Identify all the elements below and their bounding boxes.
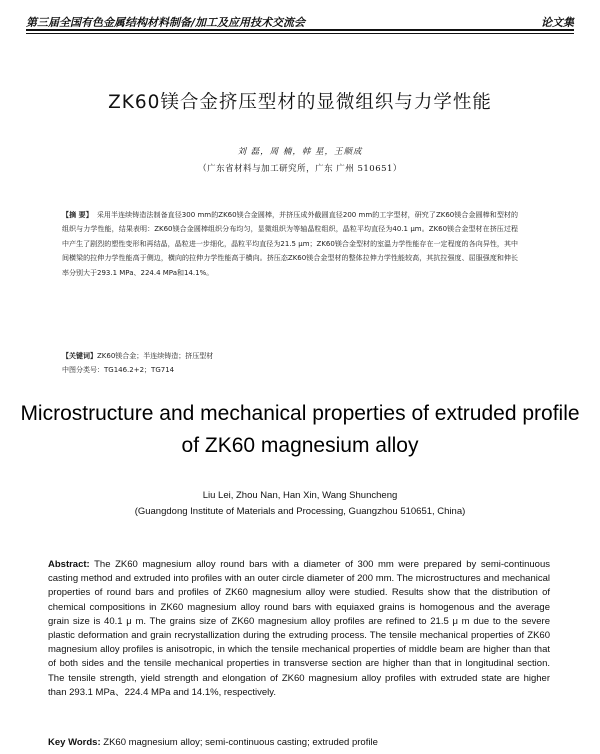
classification-number [62, 363, 518, 377]
chinese-keywords-text: ZK60镁合金；半连续铸造；挤压型材 [97, 352, 214, 360]
english-abstract-label: Abstract: [48, 559, 90, 570]
chinese-keywords [62, 349, 518, 363]
running-header [26, 12, 574, 30]
chinese-title: ZK60镁合金挤压型材的显微组织与力学性能 [108, 92, 492, 113]
chinese-abstract [62, 208, 518, 280]
classification-value: TG146.2+2；TG714 [104, 366, 175, 374]
chinese-keywords-label: 【关键词】 [62, 352, 97, 360]
header-section: 论文集 [541, 16, 574, 29]
english-keywords-label: Key Words: [48, 737, 101, 748]
classification-label: 中图分类号： [62, 366, 104, 374]
chinese-authors: 刘 磊，周 楠，韩 星，王顺成 [237, 147, 363, 157]
english-authors: Liu Lei, Zhou Nan, Han Xin, Wang Shuncheng [202, 490, 398, 501]
english-abstract [48, 558, 550, 700]
english-title: Microstructure and mechanical properties of extruded profile of ZK60 magnesium alloy [20, 402, 580, 457]
english-keywords [48, 737, 550, 748]
chinese-affiliation: （广东省材料与加工研究所，广东 广州 510651） [198, 164, 402, 174]
header-conference: 第三届全国有色金属结构材料制备/加工及应用技术交流会 [26, 16, 306, 29]
header-rule [26, 29, 574, 31]
english-abstract-text: The ZK60 magnesium alloy round bars with a diameter of 300 mm were prepared by semi-continuous casting method and extruded into profiles with an outer circle diameter of 200 mm. The microstructures and mechanical properties of round bars and profiles of ZK60 magnesium alloy were studied. Results show that the distribution of chemical compositions in ZK60 magnesium alloy round bars with equiaxed grains is homogenous and the average grain size is 40.1 μ m. The grains size of ZK60 magnesium alloy profiles are refined to 21.5 μ m due to the severe plastic deformation and grain recrystallization during the extruding process. The tensile mechanical properties of ZK60 magnesium alloy profiles is anisotropic, in which the tensile mechanical properties of middle beam are higher than that of both sides and the tensile mechanical properties in transverse section are higher than that in longitudinal section. The tensile strength, yield strength and elongation of ZK60 magnesium alloy profiles with extruded state are higher than 293.1 MPa、224.4 MPa and 14.1%, respectively. [48, 559, 550, 698]
chinese-abstract-text: 采用半连续铸造法制备直径300 mm的ZK60镁合金圆棒，并挤压成外截圆直径200 mm的工字型材，研究了ZK60镁合金圆棒和型材的组织与力学性能，结果表明：ZK60镁合金圆棒组织分布均匀，显微组织为等轴晶粒组织，晶粒平均直径为40.1 μm。ZK60镁合金型材在挤压过程中产生了剧烈的塑性变形和再结晶，晶粒进一步细化，晶粒平均直径为21.5 μm；ZK60镁合金型材的室温力学性能存在一定程度的各向异性，其中间横梁的拉伸力学性能高于侧边，横向的拉伸力学性能高于横向。挤压态ZK60镁合金型材的整体拉伸力学性能较高，其抗拉强度、屈服强度和伸长率分别大于293.1 MPa、224.4 MPa和14.1%。 [62, 211, 518, 277]
english-keywords-text: ZK60 magnesium alloy; semi-continuous casting; extruded profile [103, 737, 378, 748]
english-affiliation: (Guangdong Institute of Materials and Processing, Guangzhou 510651, China) [134, 506, 466, 517]
chinese-abstract-label: 【摘 要】 [62, 211, 93, 219]
header-rule-thin [26, 33, 574, 34]
